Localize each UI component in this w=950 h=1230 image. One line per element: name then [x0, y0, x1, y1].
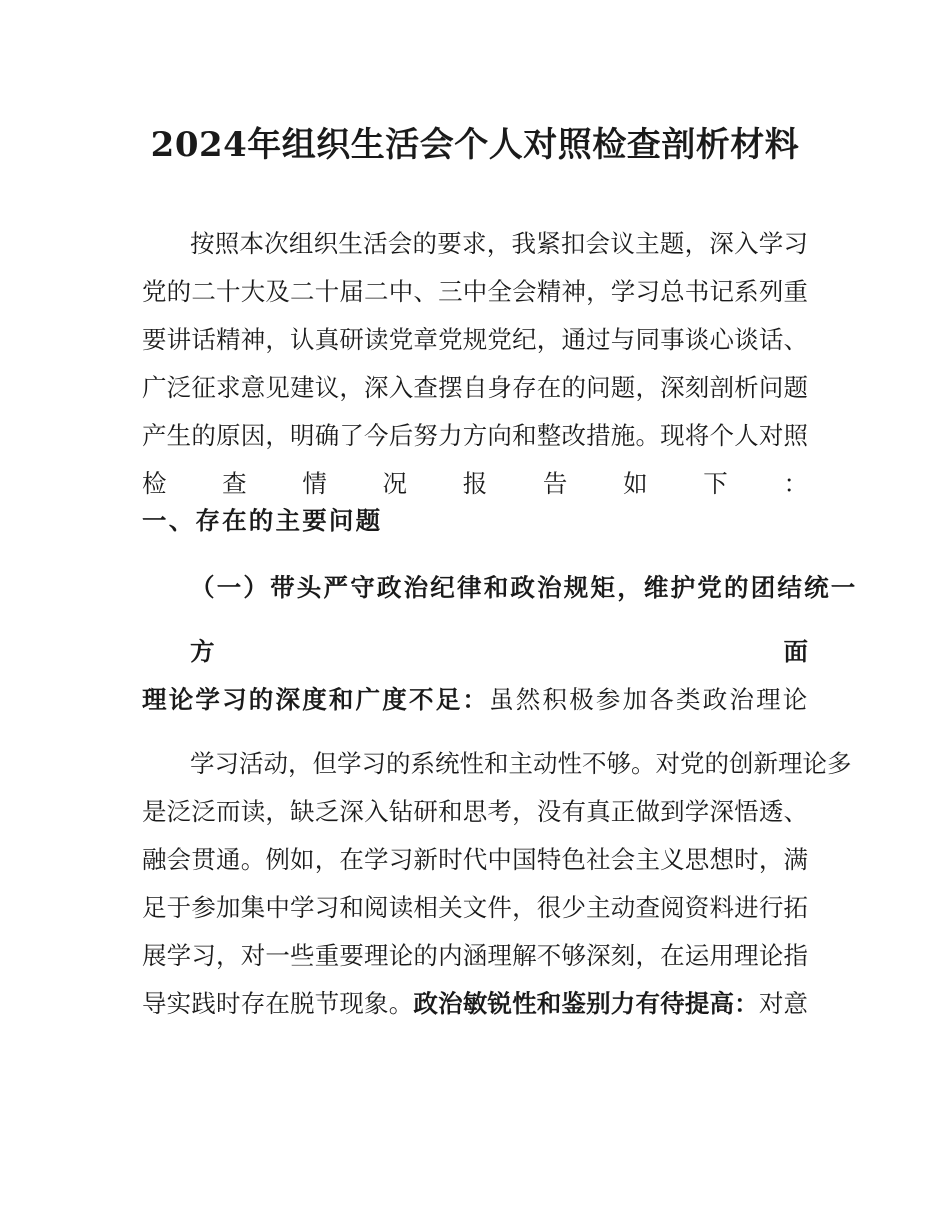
text: 广泛征求意见建议，深入查摆自身存在的问题，深刻剖析问题	[142, 373, 808, 402]
text: 检查情况报告如下：	[142, 469, 808, 498]
body-paragraph-line	[142, 843, 808, 877]
document-title: 2024年组织生活会个人对照检查剖析材料	[150, 125, 800, 165]
body-paragraph-line	[142, 683, 808, 717]
text: 党的二十大及二十届二中、三中全会精神，学习总书记系列重	[142, 277, 808, 306]
intro-paragraph-line	[142, 467, 808, 501]
intro-paragraph-line	[190, 227, 808, 261]
text: 导实践时存在脱节现象。	[142, 989, 414, 1018]
body-paragraph-line	[142, 939, 808, 973]
body-paragraph-line	[142, 987, 808, 1021]
subsection-heading-line	[190, 571, 858, 605]
intro-paragraph-line	[142, 323, 808, 357]
text: 按照本次组织生活会的要求，我紧扣会议主题，深入学习	[190, 229, 808, 258]
text: 对意	[758, 989, 809, 1018]
body-paragraph-line	[142, 891, 808, 925]
bold-text: 理论学习的深度和广度不足：	[142, 685, 490, 714]
subsection-heading-line	[190, 635, 808, 669]
bold-text: 方面	[190, 637, 808, 666]
intro-paragraph-line	[142, 371, 808, 405]
intro-paragraph-line	[142, 275, 808, 309]
text: 学习活动，但学习的系统性和主动性不够。对党的创新理论多	[190, 749, 852, 778]
text: 足于参加集中学习和阅读相关文件，很少主动查阅资料进行拓	[142, 893, 808, 922]
body-paragraph-line	[142, 795, 808, 829]
text: 产生的原因，明确了今后努力方向和整改措施。现将个人对照	[142, 421, 808, 450]
text: 融会贯通。例如，在学习新时代中国特色社会主义思想时，满	[142, 845, 808, 874]
bold-text: 一、存在的主要问题	[142, 506, 383, 535]
section-heading	[142, 504, 808, 538]
text: 虽然积极参加各类政治理论	[489, 685, 810, 714]
intro-paragraph-line	[142, 419, 808, 453]
text: 要讲话精神，认真研读党章党规党纪，通过与同事谈心谈话、	[142, 325, 808, 354]
bold-text: （一）带头严守政治纪律和政治规矩，维护党的团结统一	[190, 573, 858, 602]
body-paragraph-line	[190, 747, 852, 781]
text: 展学习，对一些重要理论的内涵理解不够深刻，在运用理论指	[142, 941, 808, 970]
text: 是泛泛而读，缺乏深入钻研和思考，没有真正做到学深悟透、	[142, 797, 808, 826]
bold-text: 政治敏锐性和鉴别力有待提高：	[413, 989, 759, 1018]
